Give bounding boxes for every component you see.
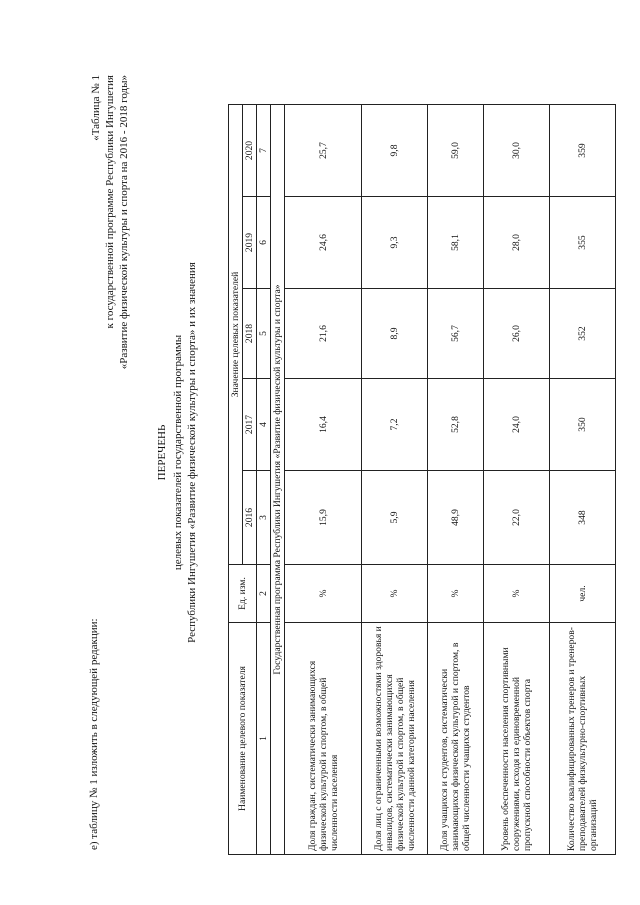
indicator-value: 52,8 (428, 379, 484, 471)
indicator-value: 24,0 (484, 379, 550, 471)
indicator-name: Доля лиц с ограниченными возможностями здоровья и инвалидов, систематически занимающихся физической культурой и спортом, в общей численности данной категории населения (362, 623, 428, 855)
appendix-line: к государственной программе Республики Ингушетия (104, 75, 116, 329)
indicator-value: 359 (550, 105, 616, 197)
table-row (428, 105, 484, 855)
column-number: 4 (257, 379, 271, 471)
header-year: 2018 (243, 289, 257, 379)
indicator-unit: % (484, 565, 550, 623)
appendix-title: «Таблица № 1 (90, 75, 102, 141)
indicator-value: 30,0 (484, 105, 550, 197)
table-row (484, 105, 550, 855)
indicator-value: 16,4 (285, 379, 362, 471)
indicator-value: 28,0 (484, 197, 550, 289)
column-number: 1 (257, 623, 271, 855)
indicator-value: 26,0 (484, 289, 550, 379)
indicator-value: 9,3 (362, 197, 428, 289)
indicator-value: 56,7 (428, 289, 484, 379)
column-number: 6 (257, 197, 271, 289)
header-values: Значение целевых показателей (229, 105, 243, 565)
indicator-value: 15,9 (285, 471, 362, 565)
heading-subtitle: целевых показателей государственной программы (172, 334, 184, 571)
indicator-value: 21,6 (285, 289, 362, 379)
table-row (362, 105, 428, 855)
indicator-value: 350 (550, 379, 616, 471)
indicator-value: 58,1 (428, 197, 484, 289)
column-number: 5 (257, 289, 271, 379)
indicator-unit: % (428, 565, 484, 623)
indicator-value: 355 (550, 197, 616, 289)
indicator-value: 59,0 (428, 105, 484, 197)
indicator-value: 352 (550, 289, 616, 379)
indicator-unit: % (285, 565, 362, 623)
column-number: 7 (257, 105, 271, 197)
indicator-name: Уровень обеспеченности населения спортивными сооружениями, исходя из единовременной пропускной способности объектов спорта (484, 623, 550, 855)
indicator-value: 25,7 (285, 105, 362, 197)
indicator-value: 7,2 (362, 379, 428, 471)
indicator-name: Доля учащихся и студентов, систематически занимающихся физической культурой и спортом, в общей численности учащихся студентов (428, 623, 484, 855)
header-year: 2017 (243, 379, 257, 471)
indicator-value: 9,8 (362, 105, 428, 197)
column-number: 2 (257, 565, 271, 623)
intro-text: е) таблицу № 1 изложить в следующей редакции: (88, 618, 100, 850)
header-year: 2019 (243, 197, 257, 289)
indicator-value: 348 (550, 471, 616, 565)
header-year: 2016 (243, 471, 257, 565)
indicators-table (228, 104, 616, 855)
header-year: 2020 (243, 105, 257, 197)
table-row (550, 105, 616, 855)
indicator-unit: % (362, 565, 428, 623)
indicator-unit: чел. (550, 565, 616, 623)
header-name: Наименование целевого показателя (229, 623, 257, 855)
indicator-value: 48,9 (428, 471, 484, 565)
column-number: 3 (257, 471, 271, 565)
appendix-program: «Развитие физической культуры и спорта на 2016 - 2018 годы» (118, 75, 130, 370)
indicator-value: 8,9 (362, 289, 428, 379)
heading-program: Республики Ингушетия «Развитие физической культуры и спорта» и их значения (186, 262, 198, 643)
heading-title: ПЕРЕЧЕНЬ (156, 424, 168, 481)
indicator-value: 5,9 (362, 471, 428, 565)
header-unit: Ед. изм. (229, 565, 257, 623)
indicator-name: Количество квалифицированных тренеров и тренеров-преподавателей физкультурно-спортивных организаций (550, 623, 616, 855)
indicator-value: 22,0 (484, 471, 550, 565)
table-row (285, 105, 362, 855)
indicator-value: 24,6 (285, 197, 362, 289)
program-row: Государственная программа Республики Ингушетия «Развитие физической культуры и спорта» (271, 105, 285, 855)
indicator-name: Доля граждан, систематически занимающихся физической культурой и спортом, в общей численности населения (285, 623, 362, 855)
